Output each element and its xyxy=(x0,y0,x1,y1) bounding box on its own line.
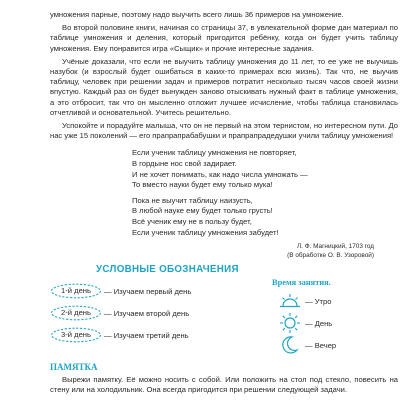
legend-row-day-3 xyxy=(50,326,189,344)
day-desc: — Изучаем первый день xyxy=(104,286,192,296)
sun-icon xyxy=(278,312,302,334)
day-desc: — Изучаем третий день xyxy=(104,330,189,340)
day-badge-label: 2-й день xyxy=(61,308,91,317)
day-badge-1 xyxy=(50,283,102,299)
time-label-day: — День xyxy=(305,318,333,328)
attribution-author: Л. Ф. Магницкий, 1703 год xyxy=(296,243,374,251)
poem-line: Всё ученик ему не в пользу будет, xyxy=(132,217,252,226)
legend-title: УСЛОВНЫЕ ОБОЗНАЧЕНИЯ xyxy=(96,264,239,275)
legend-row-day-1 xyxy=(50,282,191,300)
paragraph-intro: умножения парные, поэтому надо выучить всего лишь 36 примеров на умножение. xyxy=(50,10,344,19)
moon-icon xyxy=(278,334,302,356)
paragraph-scientists: Учёные доказали, что если не выучить таблицу умножения до 11 лет, то ее уже не выучишь назубок (и взрослый будет ошибаться в каких-то примерах всю жизнь). Так что, не выучив таблицу, человек при решении задач и примеров потратит несколько тысяч часов своей жизни впустую. Каждый раз он будет вынужден заново отыскивать нужный факт в таблице умножения, а это отбросит, так что он мысленно отложит лучшее исчисление, чтобы таблица становилась отчетливой и основательной. Учитесь решительно. xyxy=(50,56,398,117)
time-label-evening: — Вечер xyxy=(305,340,337,350)
poem-line: То вместо науки будет ему только мука! xyxy=(132,180,273,190)
legend-row-morning xyxy=(278,290,331,312)
poem-line: И не хочет понимать, как надо числа умножать — xyxy=(132,169,308,179)
poem-attribution xyxy=(50,243,398,260)
day-badge-label: 1-й день xyxy=(61,286,91,295)
day-badge-2 xyxy=(50,305,102,321)
memo-text: Вырежи памятку. Её можно носить с собой. Или положить на стол под стекло, повесить на стену или на холодильник. Она всегда пригодится при решении следующей задачи. xyxy=(50,375,398,395)
time-of-day-title: Время занятия. xyxy=(272,278,331,287)
legend-section xyxy=(50,264,400,360)
memo-title: ПАМЯТКА xyxy=(50,362,98,372)
paragraph-encourage: Успокойте и порадуйте малыша, что он не первый на этом тернистом, но интересном пути. До нас уже 15 поколений — его прапрапрабабушки и прапрапрадедушки учили таблицу умножения! xyxy=(50,121,398,141)
legend-row-day xyxy=(278,312,332,334)
poem-line: Пока не выучит таблицу наизусть, xyxy=(132,195,253,205)
day-badge-label: 3-й день xyxy=(61,330,91,339)
poem xyxy=(132,148,398,238)
legend-row-day-2 xyxy=(50,304,189,322)
poem-line: В гордыне нос свой задирает. xyxy=(132,159,237,169)
day-badge-3 xyxy=(50,327,102,343)
sunrise-icon xyxy=(278,292,302,310)
day-desc: — Изучаем второй день xyxy=(104,308,190,318)
paragraph-book-structure: Во второй половине книги, начиная со страницы 37, в увлекательной форме дан материал по таблице умножения и деления, который пригодится ребёнку, когда он будет учить таблицу умножения. Ему понравится игра «Сыщик» и прочие интересные задания. xyxy=(50,23,398,53)
time-label-morning: — Утро xyxy=(305,296,332,306)
poem-line: Если ученик таблицу умножения не повторяет, xyxy=(132,148,297,158)
poem-line: В любой науке ему будет только грусть! xyxy=(132,206,273,216)
poem-line: Если ученик таблицу умножения забудет! xyxy=(132,227,279,237)
attribution-adaptation: (В обработке О. В. Узоровой) xyxy=(287,251,374,259)
legend-row-evening xyxy=(278,334,336,356)
